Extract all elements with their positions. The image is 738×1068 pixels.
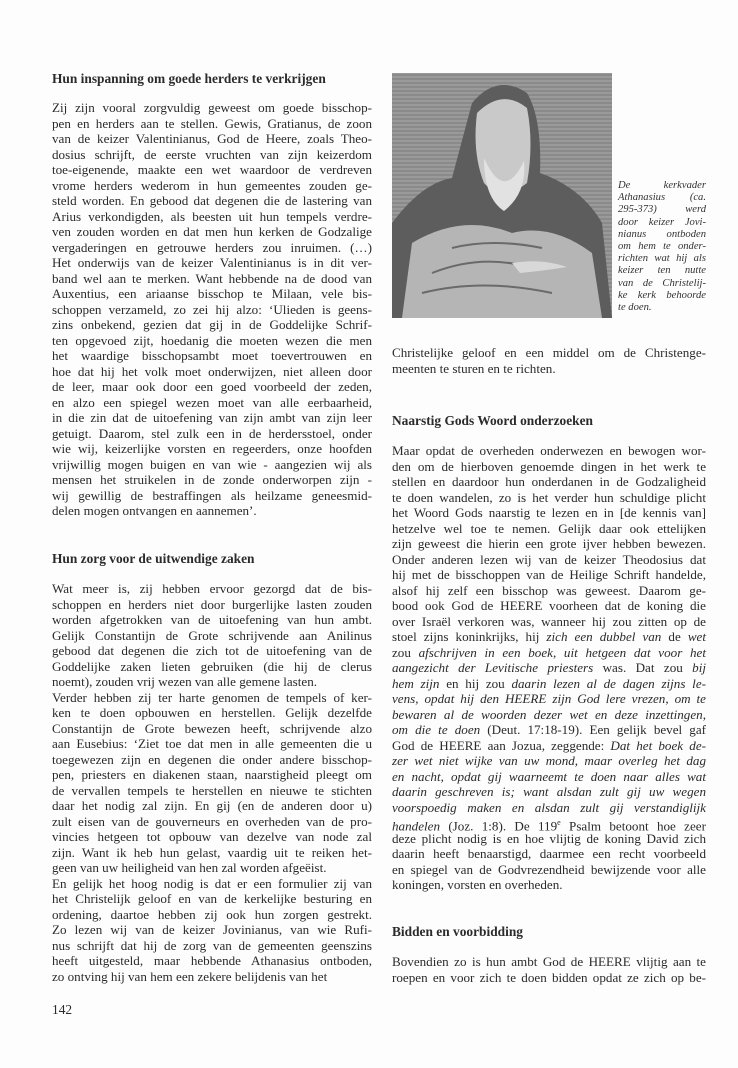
text-line: deze plicht nodig is en hoe vlijtig de koning David zich [392,830,706,846]
italic-text: bij [692,660,706,675]
text-line: Verder hebben zij ter harte genomen de tempels of ker- [52,689,372,705]
italic-text: vens, opdat hij den HEERE zijn God lere vrezen, om te [392,691,706,706]
italic-text: aangezicht der Levitische priesters [392,660,594,675]
text-line: Athanasius (ca. [618,192,706,204]
text-line: Constantijn de Grote bewezen heeft, schrijvende alzo [52,720,372,736]
text-line: te doen. [618,301,652,313]
text-line: te doen wandelen, zo is het verder hun schuldige plicht [392,489,706,505]
text-line: en spiegel van de Godvrezendheid bewijzende voor alle [392,861,706,877]
italic-text: wet [687,629,707,644]
text-line: om hem te onder- [618,240,706,252]
text-line: koningen, vorsten en overheden. [392,877,563,892]
text-line [392,784,706,800]
portrait-engraving [392,73,612,318]
text-line: wie wij, keizerlijke vorsten en regeerders, onze hoofden [52,441,372,456]
text-segment: zou [392,644,419,660]
athanasius-portrait [392,73,612,318]
text-line: pen en herders aan te stellen. Gewis, Gratianus, de zoon [52,115,372,131]
text-line: over Israël verkoren was, wanneer hij zou zitten op de [392,613,706,629]
text-line: De kerkvader [618,180,706,191]
text-line: nianus ontboden [618,228,706,240]
text-line: nus schrijft dat hij de zorg van de gemeenten geenszins [52,937,372,953]
text-line: het Woord Gods naarstig te lezen en in [de kennis van] [392,505,706,520]
text-segment: de [661,629,688,644]
text-line: zijn. Want ik heb hun gelast, vaardig uit te reiken het- [52,844,372,860]
paragraph [52,581,372,690]
text-line: hij met de bisschoppen van de Heilige Schrift handelde, [392,567,706,582]
section-heading: Bidden en voorbidding [392,924,523,939]
text-line: ordening, daartoe hebben zij ook hun zorgen gestrekt. [52,906,372,922]
text-line: daar het nodig zal zijn. En gij (en de anderen door u) [52,798,372,813]
paragraph [392,443,706,893]
text-line: steld worden. En gebood dat degenen die de lastering van [52,193,372,208]
text-line: in die zin dat de uitoefening van zijn ambt van zijn leer [52,410,372,425]
text-line: Arius verkondigden, als beesten uit hun tempels verdre- [52,208,372,224]
continued-paragraph [392,345,706,376]
text-segment: en hij zou [439,675,512,691]
text-line: en alzo een spiegel wezen moet van alle eerbaarheid, [52,394,372,410]
text-line: ke kerk behoorde [618,289,706,301]
text-line: Auxentius, een ariaanse bisschop te Milaan, vele bis- [52,286,372,301]
text-segment: Psalm betoont hoe zeer [560,818,706,834]
text-line: door keizer Jovi- [618,216,706,228]
section-heading: Hun inspanning om goede herders te verkrijgen [52,71,326,86]
text-line: van de Christelij- [618,277,706,289]
italic-text: om die te doen [392,722,481,737]
text-line [392,769,706,785]
text-line: schoppen verzameld, zo zei hij alzo: ‘Ulieden is geens- [52,301,372,317]
text-line [392,800,706,816]
text-line: vincies hetgeen tot opbouw van dezelve van node zal [52,829,372,844]
text-line: zult eisen van de gouverneurs en overheden van de pro- [52,813,372,829]
text-line: Zij zijn vooral zorgvuldig geweest om goede bisschop- [52,100,372,115]
text-line: heeft uitgesteld, maar hebbende Athanasius ontboden, [52,953,372,968]
italic-text: bewaren al de woorden dezer wet en deze inzettingen, [392,706,706,722]
text-line [392,645,706,661]
text-line [392,660,706,676]
text-line: 295-373) werd [618,204,706,216]
italic-text: handelen [392,818,440,834]
text-line: mensen het struikelen in de zonde onderworpen zijn - [52,472,372,487]
text-line: zijn geweest die hierin een grote ijver hebben bewezen. [392,536,706,551]
text-segment: (Deut. 17:18-19). Een gelijk bevel gaf [480,722,706,737]
text-line: pen, priesters en diakenen staan, naarstigheid pleegt om [52,767,372,782]
text-line [392,691,706,707]
text-line: noemt), zouden vrij wezen van alle gemene lasten. [52,674,318,689]
text-line [392,676,706,692]
text-segment: was. Dat zou [593,660,693,675]
italic-text: voorspoedig maken en alsdan zult gij verstandiglijk [392,799,706,815]
text-line: dosius schrijft, de eerste vruchten van zijn keizerdom [52,146,372,162]
text-line: Christelijke geloof en een middel om de Christenge- [392,345,706,360]
text-line: meenten te sturen en te richten. [392,360,556,376]
text-line: Maar opdat de overheden onderwezen en bewogen wor- [392,443,706,458]
italic-text: zich een dubbel van [546,629,662,644]
figure-caption [618,180,706,314]
section-heading: Naarstig Gods Woord onderzoeken [392,413,593,428]
text-line: gebood dat degenen die zich tot de uitoefening van de [52,643,372,658]
italic-text: daarin lezen al de dagen zijns le- [511,675,706,691]
text-line: den om de hierboven genoemde dingen in het werk te [392,458,706,474]
text-line [392,753,706,769]
text-line: wij gewillig de bestraffingen als heilzame geneesmid- [52,487,372,503]
text-line [392,738,706,754]
text-line: alsof hij zelf een bisschop was geweest. Daarom ge- [392,582,706,598]
text-line: getuigt. Daarom, stel zulk een in de herdersstoel, onder [52,425,372,441]
text-line: de leer, maar ook door een goed voorbeeld der zeden, [52,379,372,394]
text-line: Gelijk Constantijn de Grote schrijvende aan Anilinus [52,627,372,643]
paragraph [392,954,706,985]
text-line: schoppen en herders niet door burgerlijke lasten zouden [52,596,372,612]
text-line: het Christelijk geloof en van de kerkelijke besturing en [52,891,372,906]
text-line: vrijwillig mogen buigen en van wie - aangezien wij als [52,456,372,472]
text-line [392,629,706,645]
text-line: worden afgetrokken van de uitoefening van hun ambt. [52,612,372,627]
text-line: aan Eusebius: ‘Ziet toe dat men in alle gemeenten die u [52,736,372,751]
italic-text: daarin geschreven is; want alsdan zult gij uw wegen [392,784,706,799]
italic-text: hem zijn [392,675,440,691]
page-number: 142 [52,1002,73,1017]
text-line: Bovendien zo is hun ambt God de HEERE vlijtig aan te [392,954,706,969]
superscript: e [557,818,561,827]
text-line: daarin heeft benaarstigd, daarmee een recht voorbeeld [392,846,706,861]
section-heading: Hun zorg voor de uitwendige zaken [52,551,255,566]
text-line: Onder anderen lezen wij van de keizer Theodosius dat [392,551,706,567]
text-line: richten wat hij als [618,253,706,265]
text-line: keizer ten nutte [618,265,706,277]
text-line: bood ook God de HEERE voorheen dat de koning die [392,598,706,613]
text-line: band wel aan te merken. Want hebbende na de dood van [52,270,372,286]
text-line: geen van uw heiligheid van hen zal worden afgeëist. [52,860,327,875]
text-line: hetzelve wel toe te nemen. Gelijk daar ook ettelijken [392,520,706,536]
text-line: Zo lezen wij van de keizer Jovinianus, van wie Rufi- [52,922,372,937]
text-line: vergaderingen en getrouwe herders zou inruimen. (…) [52,239,372,255]
text-segment: (Joz. 1:8). De 119 [440,818,558,834]
text-line: vrome herders wederom in hun gemeentes zouden ge- [52,177,372,193]
text-line: zins onbekend, gezien dat gij in de Goddelijke Schrif- [52,317,372,332]
text-line: ken te doen opbouwen en herstellen. Gelijk dezelfde [52,705,372,720]
text-line: hoe dat hij het volk moet onderwijzen, niet alleen door [52,363,372,379]
italic-text: Dat het boek de- [610,737,706,753]
text-line: zo ontving hij van hem een zekere belijdenis van het [52,968,328,984]
paragraph [52,690,372,876]
text-line: stellen en daardoor hun onderdanen in de Godzaligheid [392,474,706,489]
text-line [392,707,706,723]
text-line [392,722,706,738]
text-line: Wat meer is, zij hebben ervoor gezorgd dat de bis- [52,581,372,596]
text-line [392,815,706,834]
text-line: Goddelijke zaken lieten gebruiken (die hij de clerus [52,658,372,674]
italic-text: zer wet niet wijke van uw mond, maar overleg het dag [392,753,706,768]
text-line: toegewezen zijn en degenen die onder andere bisschop- [52,751,372,767]
text-line: ven zouden worden en dat men hun kerken de Godzalige [52,224,372,239]
italic-text: en nacht, opdat gij waarneemt te doen naar alles wat [392,768,706,784]
text-segment: God de HEERE aan Jozua, zeggende: [392,737,611,753]
text-line: roepen en voor zich te doen bidden opdat ze zich op be- [392,969,706,985]
text-line: van de keizer Valentinianus, God de Heere, zoals Theo- [52,131,372,146]
text-line: delen mogen ontvangen en aannemen’. [52,503,257,518]
text-line: ten opgevoed zijt, hoedanig die moeten wezen die men [52,332,372,348]
text-line: de vervallen tempels te herstellen en nieuwe te stichten [52,782,372,798]
text-line: Het onderwijs van de keizer Valentinianus is in dit ver- [52,255,372,270]
paragraph [52,100,372,519]
text-segment: stoel zijns koninkrijks, hij [392,629,547,644]
paragraph [52,876,372,985]
text-line: toe-eigenende, maakte een wet waardoor de verdreven [52,162,372,177]
text-line: het waardige bisschopsambt moet toevertrouwen en [52,348,372,363]
text-line: En gelijk het hoog nodig is dat er een formulier zij van [52,875,372,891]
italic-text: afschrijven in een boek, uit hetgeen dat voor het [418,644,706,660]
